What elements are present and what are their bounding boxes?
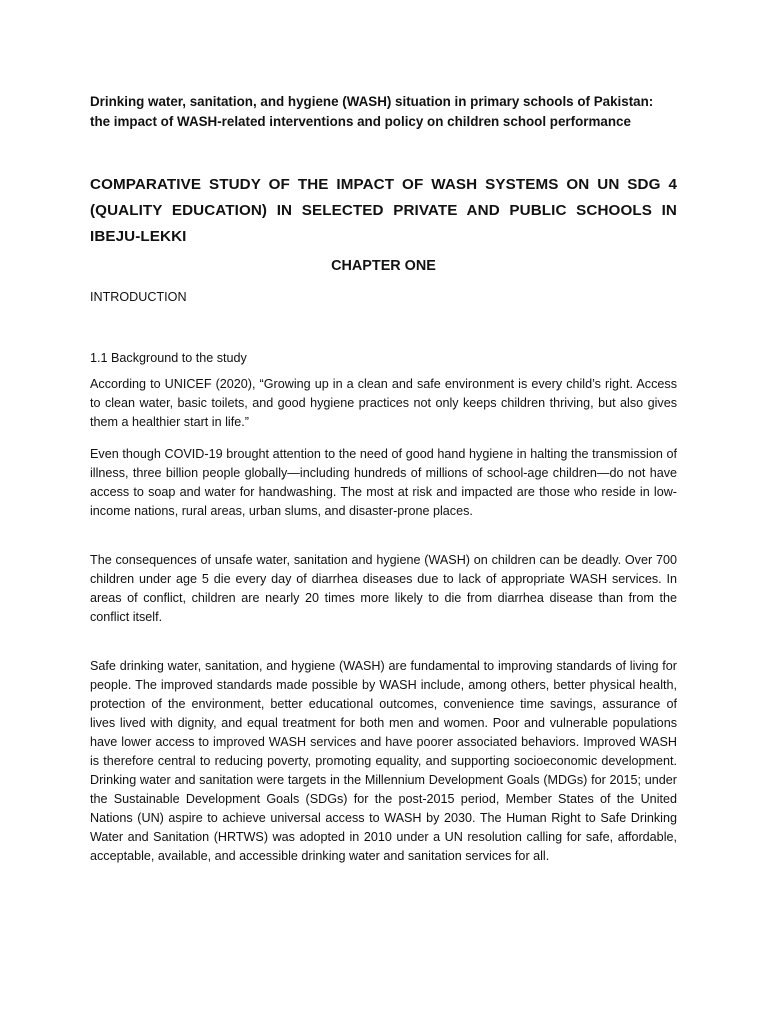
paragraph-covid-hygiene: Even though COVID-19 brought attention to the need of good hand hygiene in halting the transmission of illness, three billion people globally—including hundreds of millions of school-age children—do not have access to soap and water for handwashing. The most at risk and impacted are those who reside in low-income nations, rural areas, urban slums, and disaster-prone places. bbox=[90, 447, 677, 518]
chapter-heading: CHAPTER ONE bbox=[331, 258, 436, 274]
paragraph-wash-fundamentals: Safe drinking water, sanitation, and hygiene (WASH) are fundamental to improving standards of living for people. The improved standards made possible by WASH include, among others, better physical health, protection of the environment, better educational outcomes, convenience time savings, assurance of lives lived with dignity, and equal treatment for both men and women. Poor and vulnerable populations have lower access to improved WASH services and have poorer associated behaviors. Improved WASH is therefore central to reducing poverty, promoting equality, and supporting socioeconomic development. Drinking water and sanitation were targets in the Millennium Development Goals (MDGs) for 2015; under the Sustainable Development Goals (SDGs) for the post-2015 period, Member States of the United Nations (UN) aspire to achieve universal access to WASH by 2030. The Human Right to Safe Drinking Water and Sanitation (HRTWS) was adopted in 2010 under a UN resolution calling for safe, affordable, acceptable, available, and accessible drinking water and sanitation services for all. bbox=[90, 659, 677, 863]
document-top-title: Drinking water, sanitation, and hygiene (WASH) situation in primary schools of Pakistan: the impact of WASH-related interventions and policy on children school performance bbox=[90, 94, 654, 129]
paragraph-wash-consequences: The consequences of unsafe water, sanitation and hygiene (WASH) on children can be deadly. Over 700 children under age 5 die every day of diarrhea diseases due to lack of appropriate WASH services. In areas of conflict, children are nearly 20 times more likely to die from diarrhea disease than from the conflict itself. bbox=[90, 553, 677, 624]
introduction-label: INTRODUCTION bbox=[90, 290, 187, 304]
document-page bbox=[90, 92, 677, 879]
paragraph-unicef-quote: According to UNICEF (2020), “Growing up in a clean and safe environment is every child’s right. Access to clean water, basic toilets, and good hygiene practices not only keeps children thriving, but also gives them a healthier start in life.” bbox=[90, 377, 677, 429]
section-heading: 1.1 Background to the study bbox=[90, 351, 247, 365]
study-title: COMPARATIVE STUDY OF THE IMPACT OF WASH SYSTEMS ON UN SDG 4 (QUALITY EDUCATION) IN SELECTED PRIVATE AND PUBLIC SCHOOLS IN IBEJU-LEKKI bbox=[90, 176, 677, 245]
